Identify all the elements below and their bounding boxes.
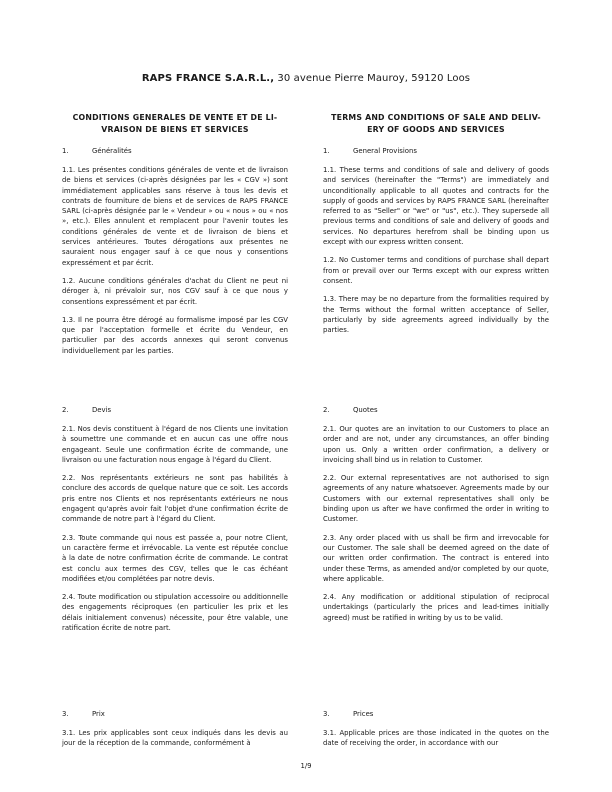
section-heading: 3. Prices: [323, 710, 374, 718]
paragraph: 2.1. Nos devis constituent à l'égard de nos Clients une invitation à soumettre une commande et en aucun cas une offre nous engageant. Seule une confirmation écrite de commande, une livraison ou une facturation nous engage à l'égard du Client.: [62, 425, 288, 464]
section-heading: 1. General Provisions: [323, 147, 417, 155]
paragraph: 2.3. Any order placed with us shall be firm and irrevocable for our Customer. The sale shall be deemed agreed on the date of our written order confirmation. The contract is entered into under these Terms, as amended and/or completed by our quote, where applicable.: [323, 533, 549, 583]
paragraph: 1.3. Il ne pourra être dérogé au formalisme imposé par les CGV que par l'acceptation formelle et écrite du Vendeur, en particulier par des accords annexes qui seront convenus individuellement par les parties.: [62, 315, 288, 355]
paragraph: 2.4. Toute modification ou stipulation accessoire ou additionnelle des engagements réciproques (en particulier les prix et les délais initialement convenus) nécessite, pour être valable, une ratification écrite de notre part.: [62, 593, 288, 633]
english-title: TERMS AND CONDITIONS OF SALE AND DELIV-ERY OF GOODS AND SERVICES: [331, 113, 541, 134]
paragraph: 1.3. There may be no departure from the formalities required by the Terms without the formal written acceptance of Seller, particularly by side agreements agreed individually by the parties.: [323, 295, 549, 335]
section-heading: 2. Devis: [62, 406, 112, 414]
paragraph: 1.2. Aucune conditions générales d'achat du Client ne peut ni déroger à, ni prévaloir sur, nos CGV sauf à ce que nous y consentions expressément et par écrit.: [62, 276, 288, 306]
paragraph: 3.1. Les prix applicables sont ceux indiqués dans les devis au jour de la réception de la commande, conformément à: [62, 729, 288, 748]
english-section-1: [323, 146, 549, 343]
section-heading: 2. Quotes: [323, 406, 378, 414]
company-name: RAPS FRANCE S.A.R.L.,: [141, 73, 275, 84]
english-section-2: [323, 405, 549, 631]
french-column: [62, 112, 288, 748]
paragraph: 2.2. Our external representatives are not authorised to sign agreements of any nature whatsoever. Agreements made by our Customers with our external representatives shall only be binding upon us after we have confirmed the order in writing to Customer.: [323, 474, 549, 524]
paragraph: 3.1. Applicable prices are those indicated in the quotes on the date of receiving the order, in accordance with our: [323, 729, 549, 748]
french-section-1: [62, 146, 288, 364]
english-section-3: [323, 709, 549, 757]
section-heading: 1. Généralités: [62, 147, 132, 155]
paragraph: 1.2. No Customer terms and conditions of purchase shall depart from or prevail over our Terms except with our express written consent.: [323, 256, 549, 285]
paragraph: 1.1. These terms and conditions of sale and delivery of goods and services (hereinafter the "Terms") are immediately and unconditionally applicable to all quotes and contracts for the supply of goods and services by RAPS FRANCE SARL (hereinafter referred to as "Seller" or "we" or "us", etc.). They supersede all previous terms and conditions of sale and delivery of goods and services. No departures herefrom shall be binding upon us except with our express written consent.: [323, 166, 549, 247]
paragraph: 1.1. Les présentes conditions générales de vente et de livraison de biens et services (ci-après désignées par les « CGV ») sont immédiatement applicables sans réserve à tous les devis et contrats de fourniture de biens et de services de RAPS FRANCE SARL (ci-après désignée par le « Vendeur » ou « nous » ou « nos », etc.). Elles annulent et remplacent pour l'avenir toutes les conditions générales de vente et de livraison de biens et services antérieures. Toutes dérogations aux présentes ne sauraient nous engager sauf à ce que nous y consentions expressément et par écrit.: [62, 166, 288, 267]
page-number: 1/9: [300, 762, 312, 770]
company-address: 30 avenue Pierre Mauroy, 59120 Loos: [274, 73, 471, 84]
section-heading: 3. Prix: [62, 710, 105, 718]
french-section-3: [62, 709, 288, 757]
document-header: [0, 73, 612, 84]
paragraph: 2.2. Nos représentants extérieurs ne sont pas habilités à conclure des accords de quelque nature que ce soit. Les accords pris entre nos Clients et nos représentants extérieurs ne nous engagent qu'après avoir fait l'objet d'une confirmation écrite de commande de notre part à l'égard du Client.: [62, 474, 288, 524]
french-title: CONDITIONS GENERALES DE VENTE ET DE LI-VRAISON DE BIENS ET SERVICES: [72, 113, 278, 134]
paragraph: 2.4. Any modification or additional stipulation of reciprocal undertakings (particularly the prices and lead-times initially agreed) must be ratified in writing by us to be valid.: [323, 593, 549, 622]
paragraph: 2.1. Our quotes are an invitation to our Customers to place an order and are not, under any circumstances, an offer binding upon us. Only a written order confirmation, a delivery or invoicing shall bind us in relation to Customer.: [323, 425, 549, 464]
paragraph: 2.3. Toute commande qui nous est passée a, pour notre Client, un caractère ferme et irrévocable. La vente est réputée conclue à la date de notre confirmation écrite de commande. Le contrat est conclu aux termes des CGV, telles que le cas échéant modifiées et/ou complétées par notre devis.: [62, 533, 288, 583]
french-section-2: [62, 405, 288, 641]
english-column: [323, 112, 549, 748]
